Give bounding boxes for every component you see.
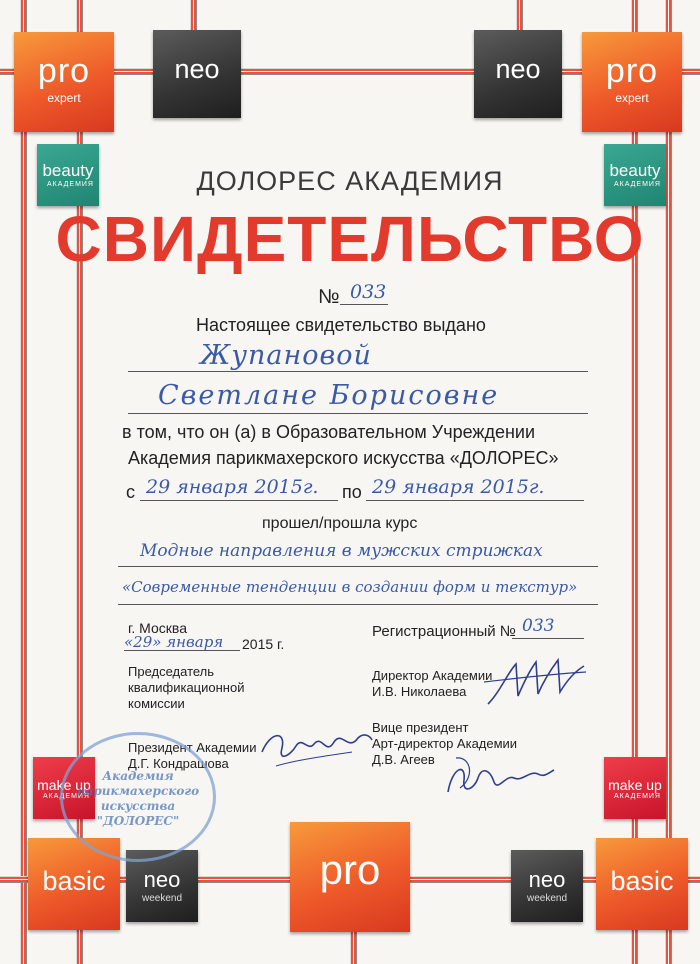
registration-value: 033 xyxy=(522,616,555,636)
director-line1: Директор Академии xyxy=(372,668,493,683)
tile-main-label: basic xyxy=(42,866,106,896)
from-date-underline xyxy=(140,500,338,501)
tile-main-label: make up xyxy=(608,777,662,793)
institution-line1: в том, что он (а) в Образовательном Учреждении xyxy=(122,422,536,442)
chair-line3: комиссии xyxy=(128,696,185,711)
tile-main-label: make up xyxy=(37,777,91,793)
president-signature xyxy=(256,722,376,772)
issued-to-label: Настоящее свидетельство выдано xyxy=(196,315,486,335)
surname-underline xyxy=(128,371,588,372)
academy-stamp xyxy=(60,732,216,862)
border-right-outer xyxy=(665,0,672,964)
tile-main-label: basic xyxy=(610,866,674,896)
issue-date-year: 2015 г. xyxy=(242,636,285,652)
vp-line2: Арт-директор Академии xyxy=(372,736,518,751)
registration-label: Регистрационный № xyxy=(372,623,516,640)
number-underline xyxy=(340,304,388,305)
to-date: 29 января 2015г. xyxy=(372,476,545,498)
issue-date-day: «29» января xyxy=(124,633,224,651)
stamp-line4: "ДОЛОРЕС" xyxy=(96,814,180,828)
course-line1-underline xyxy=(118,566,598,567)
border-left xyxy=(20,0,27,964)
tile-basic-right xyxy=(596,838,688,930)
tile-pro-center xyxy=(290,822,410,932)
tile-main-label: pro xyxy=(37,52,91,90)
border-bottom-vertical-center xyxy=(350,930,357,964)
tile-main-label: neo xyxy=(495,54,541,84)
tile-sub-label: weekend xyxy=(526,893,568,904)
tile-sub-label: expert xyxy=(47,91,81,105)
recipient-surname: Жупановой xyxy=(200,340,372,371)
tile-main-label: neo xyxy=(143,867,181,892)
president-line2: Д.Г. Кондрашова xyxy=(128,756,229,771)
tile-neo-weekend-right xyxy=(511,850,583,922)
tile-pro-expert-left xyxy=(14,32,114,132)
institution-line2: Академия парикмахерского искусства «ДОЛОРЕС» xyxy=(128,448,559,468)
vp-signature xyxy=(440,748,560,802)
tile-neo-right xyxy=(474,30,562,118)
certificate-title: СВИДЕТЕЛЬСТВО xyxy=(55,203,645,275)
name-underline xyxy=(128,413,588,414)
number-label: № xyxy=(318,286,340,308)
course-line1: Модные направления в мужских стрижках xyxy=(140,541,543,561)
stamp-line3: искусства xyxy=(100,799,176,813)
tile-neo-left xyxy=(153,30,241,118)
tile-sub-label: weekend xyxy=(141,893,183,904)
president-line1: Президент Академии xyxy=(128,740,257,755)
number-value: 033 xyxy=(350,281,387,303)
to-date-underline xyxy=(366,500,584,501)
stamp-line1: Академия xyxy=(102,769,174,783)
course-line2: «Современные тенденции в создании форм и текстур» xyxy=(122,578,578,596)
chair-line2: квалификационной xyxy=(128,680,245,695)
tile-sub-label: АКАДЕМИЯ xyxy=(43,793,90,800)
stamp-line2: парикмахерского xyxy=(76,784,200,798)
tile-pro-expert-right xyxy=(582,32,682,132)
to-label: по xyxy=(342,482,362,502)
chair-line1: Председатель xyxy=(128,664,215,679)
course-line2-underline xyxy=(118,604,598,605)
tile-main-label: pro xyxy=(319,846,381,893)
academy-name: ДОЛОРЕС АКАДЕМИЯ xyxy=(196,166,504,196)
issue-date-underline xyxy=(124,650,240,651)
from-date: 29 января 2015г. xyxy=(146,476,319,498)
tile-main-label: neo xyxy=(174,54,220,84)
tile-main-label: beauty xyxy=(609,161,661,180)
tile-main-label: neo xyxy=(528,867,566,892)
chair-title xyxy=(128,664,244,712)
stamp-text xyxy=(63,769,213,829)
tile-main-label: pro xyxy=(605,52,659,90)
registration-underline xyxy=(512,638,584,639)
director-signature xyxy=(480,652,590,712)
from-label: с xyxy=(126,482,135,502)
tile-makeup-right xyxy=(604,757,666,819)
vp-line1: Вице президент xyxy=(372,720,469,735)
tile-main-label: beauty xyxy=(42,161,94,180)
tile-sub-label: expert xyxy=(615,91,649,105)
vp-line3: Д.В. Агеев xyxy=(372,752,435,767)
tile-sub-label: АКАДЕМИЯ xyxy=(614,181,661,188)
director-line2: И.В. Николаева xyxy=(372,684,467,699)
director-title xyxy=(372,668,492,700)
tile-sub-label: АКАДЕМИЯ xyxy=(614,793,661,800)
recipient-name: Светлане Борисовне xyxy=(158,380,500,411)
course-label: прошел/прошла курс xyxy=(262,515,418,532)
city: г. Москва xyxy=(128,620,187,636)
tile-sub-label: АКАДЕМИЯ xyxy=(47,181,94,188)
